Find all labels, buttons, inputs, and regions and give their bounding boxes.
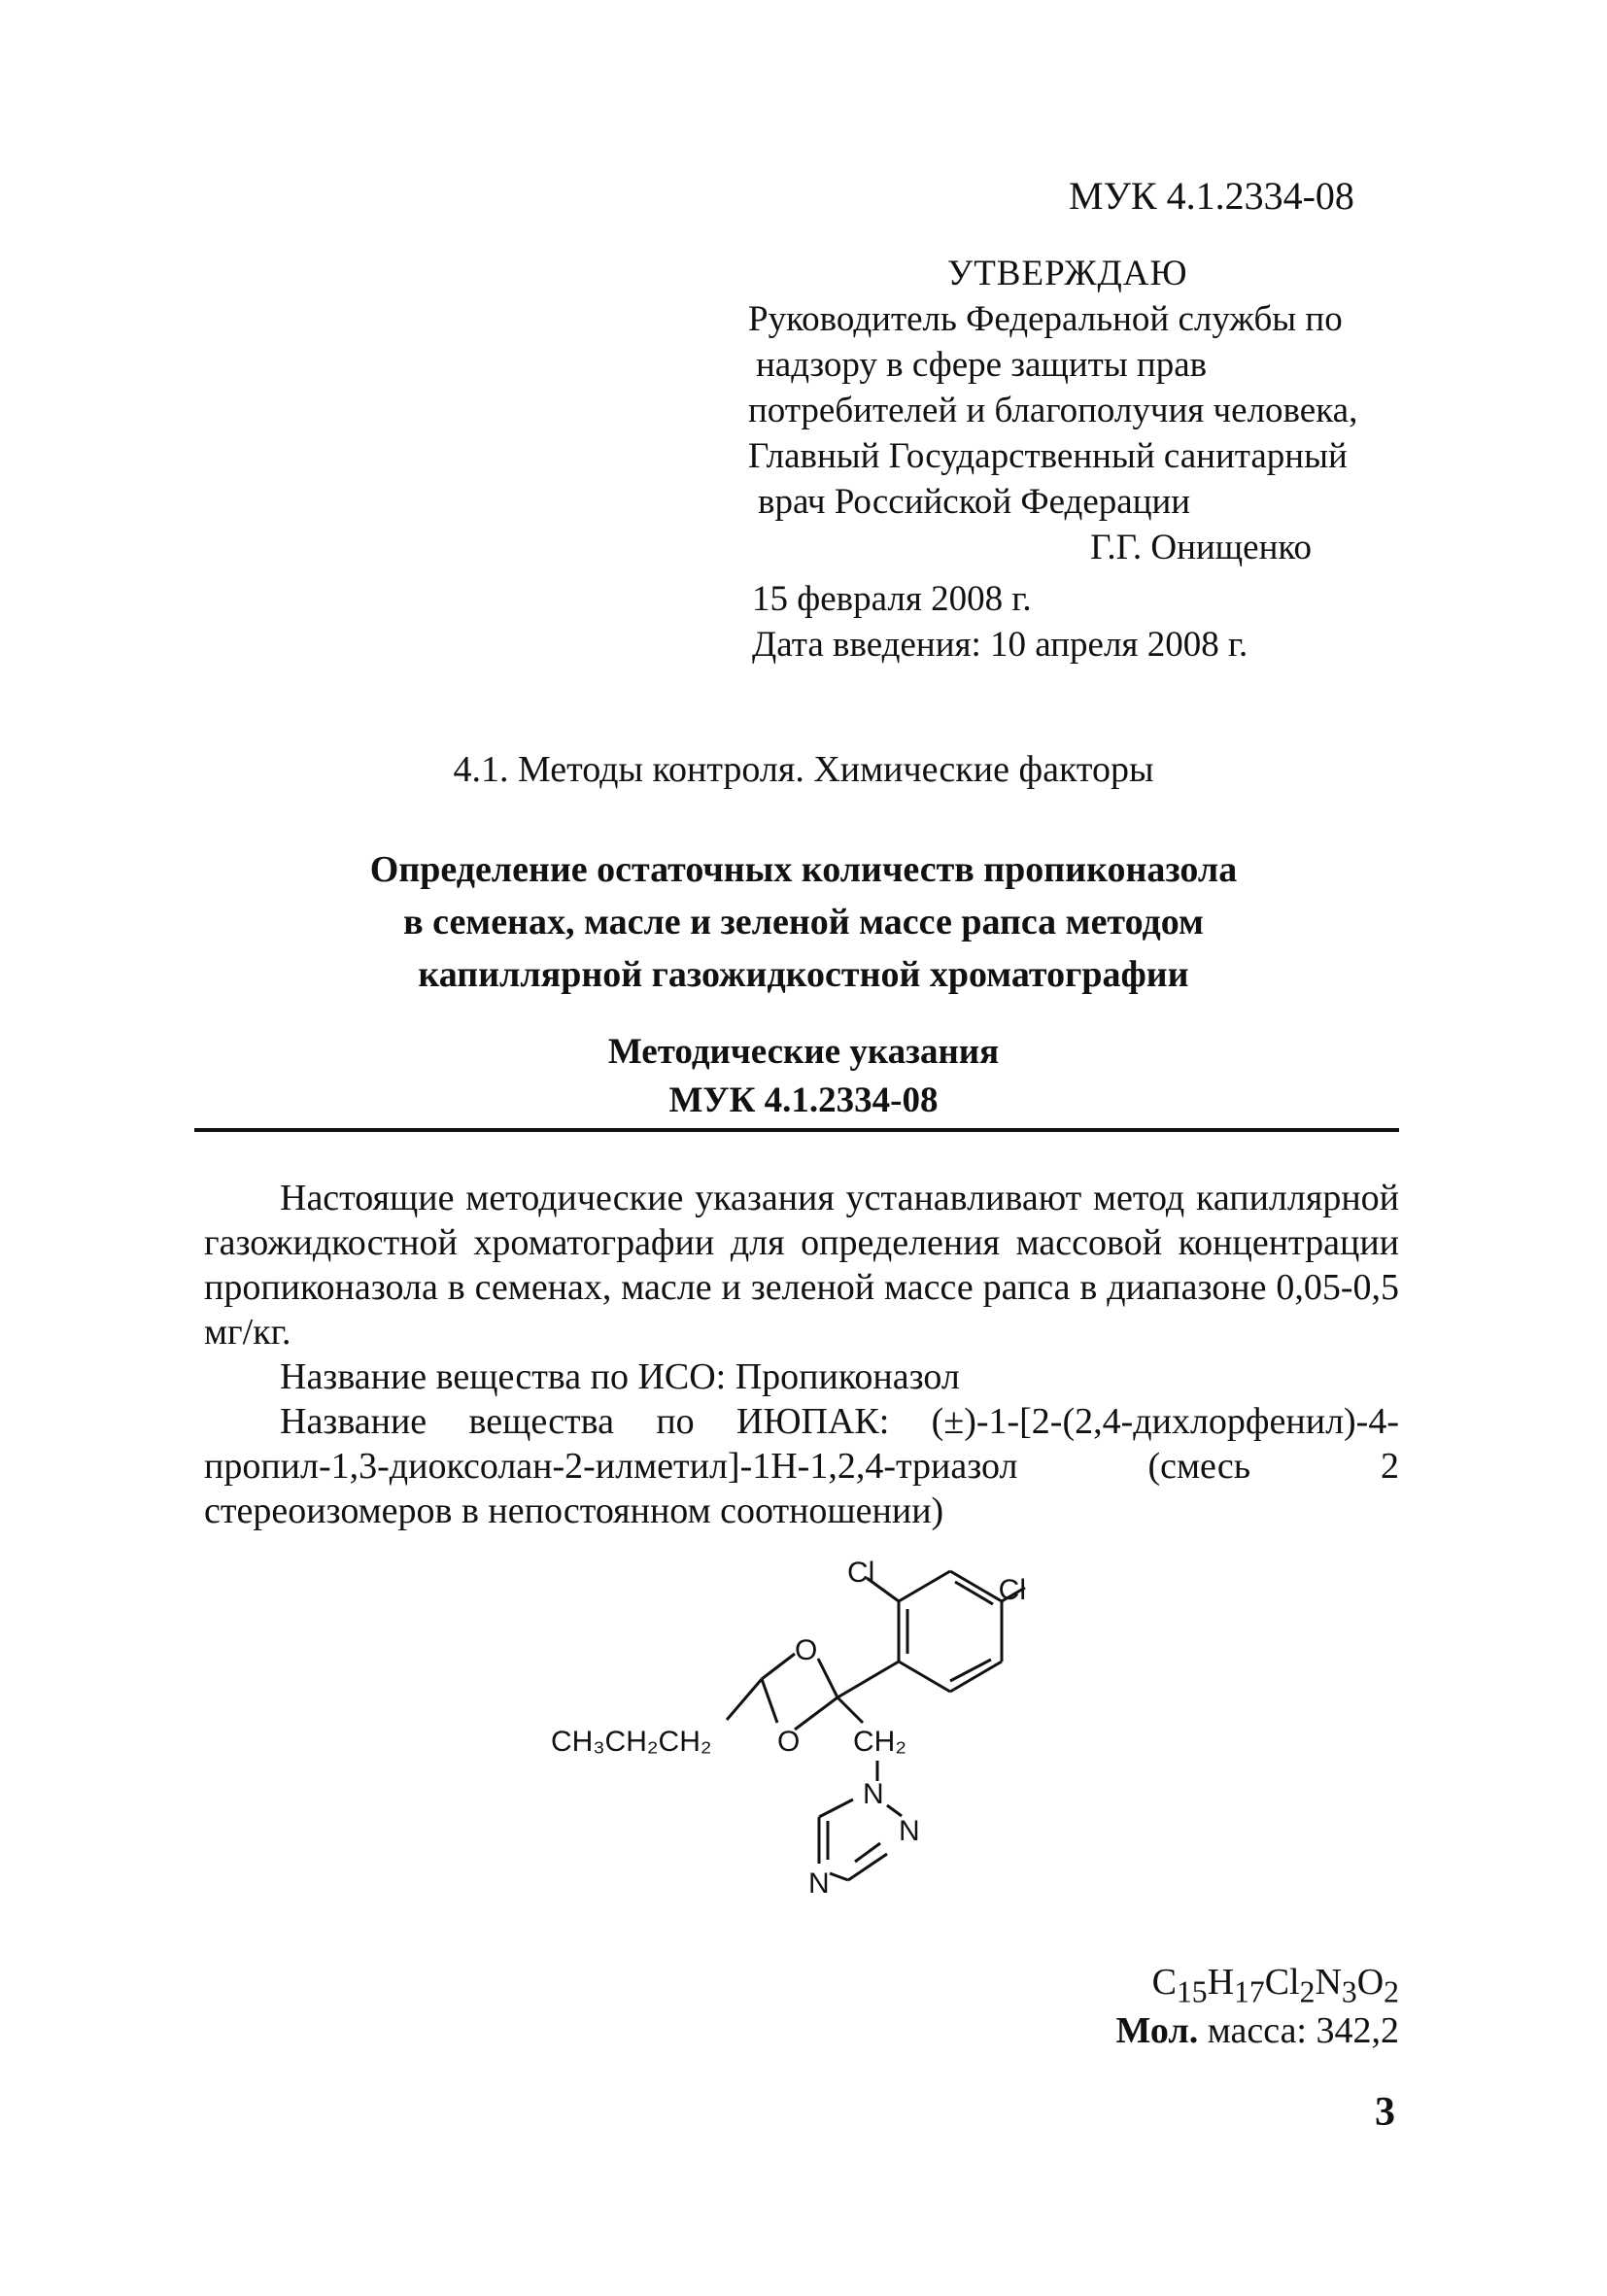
structure-n1: N — [863, 1778, 884, 1810]
title-line: Определение остаточных количеств пропиконазола — [369, 849, 1238, 890]
molecular-mass — [1116, 2009, 1399, 2052]
structure-o-top: O — [795, 1634, 818, 1666]
approval-line: потребителей и благополучия человека, — [748, 391, 1358, 430]
molecular-formula: $C_{15}H_{17}Cl_2N_3O_2$ — [1151, 1962, 1399, 2009]
approval-line: врач Российской Федерации — [758, 482, 1191, 522]
approval-date: 15 февраля 2008 г. — [752, 579, 1032, 619]
document-title — [0, 843, 1607, 1001]
subtitle-code: МУК 4.1.2334-08 — [668, 1080, 939, 1120]
iso-name: Название вещества по ИСО: Пропиконазол — [280, 1356, 960, 1397]
approval-line: Руководитель Федеральной службы по — [748, 299, 1343, 339]
molecular-mass-value: масса: 342,2 — [1207, 2010, 1399, 2051]
structure-o-bottom: O — [777, 1726, 801, 1758]
section-heading: 4.1. Методы контроля. Химические факторы — [453, 749, 1154, 790]
structure-n2: N — [899, 1815, 920, 1847]
structure-cl-para: Cl — [998, 1574, 1026, 1606]
approval-block — [748, 251, 1370, 668]
title-line: в семенах, масле и зеленой массе рапса методом — [403, 902, 1204, 942]
document-code: МУК 4.1.2334-08 — [1069, 174, 1354, 218]
structure-ch2-link: CH₂ — [853, 1726, 906, 1758]
body-text — [204, 1176, 1399, 1533]
structural-formula — [551, 1545, 1026, 1900]
structure-cl-ortho: Cl — [847, 1557, 875, 1589]
title-divider — [194, 1128, 1399, 1132]
molecular-mass-label: Мол. — [1115, 2010, 1199, 2051]
iupac-name: Название вещества по ИЮПАК: (±)-1-[2-(2,4-дихлорфенил)-4-пропил-1,3-диоксолан-2-илметил]-1Н-1,2,4-триазол (смесь 2 стереоизомеров в непостоянном соотношении) — [204, 1401, 1399, 1531]
subtitle-type: Методические указания — [607, 1032, 1000, 1072]
signatory-name: Г.Г. Онищенко — [1090, 528, 1312, 567]
approval-line: Главный Государственный санитарный — [748, 436, 1348, 476]
intro-paragraph: Настоящие методические указания устанавливают метод капиллярной газожидкостной хроматографии для определения массовой концентрации пропиконазола в семенах, масле и зеленой массе рапса в диапазоне 0,05-0,5 мг/кг. — [204, 1178, 1399, 1353]
title-line: капиллярной газожидкостной хроматографии — [418, 954, 1189, 995]
document-subtitle — [0, 1028, 1607, 1125]
approval-line: надзору в сфере защиты прав — [756, 345, 1208, 385]
structure-n4: N — [808, 1868, 830, 1900]
introduction-date: Дата введения: 10 апреля 2008 г. — [752, 625, 1248, 665]
approval-heading: УТВЕРЖДАЮ — [947, 254, 1188, 293]
page-number: 3 — [1375, 2090, 1395, 2135]
structure-propyl: CH₃CH₂CH₂ — [551, 1726, 712, 1758]
